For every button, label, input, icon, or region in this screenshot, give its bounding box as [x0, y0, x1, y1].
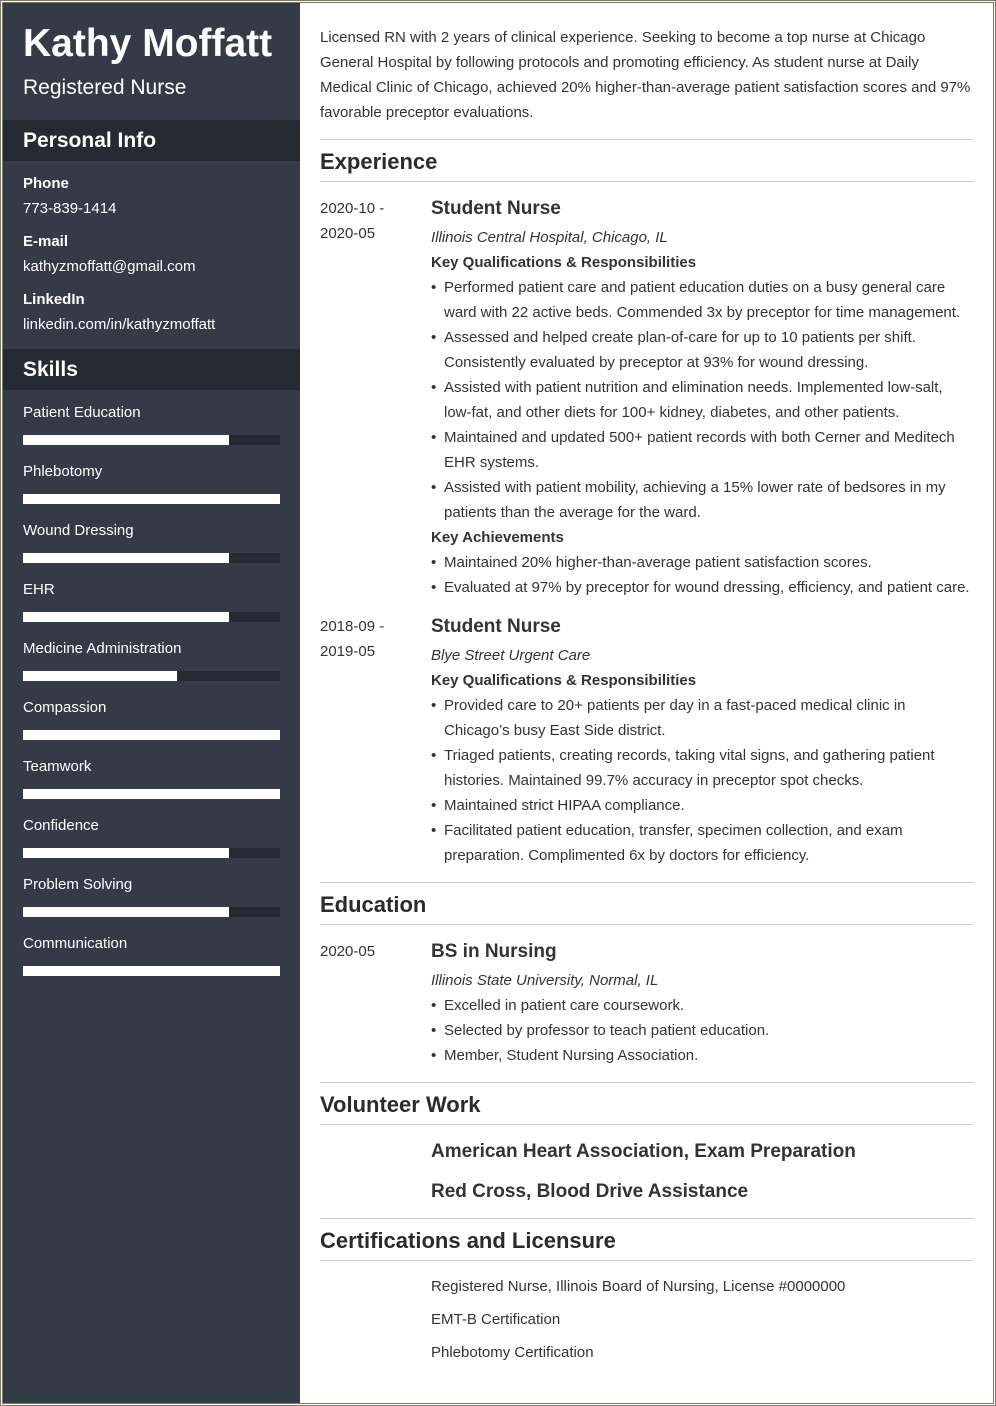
education-date: 2020-05	[320, 943, 376, 960]
info-value: linkedin.com/in/kathyzmoffatt	[23, 316, 216, 333]
experience-section	[320, 139, 973, 868]
skill-label: Wound Dressing	[23, 522, 134, 539]
bullet-list	[431, 693, 973, 868]
certifications-heading: Certifications and Licensure	[320, 1227, 973, 1261]
subheading: Key Qualifications & Responsibilities	[431, 254, 697, 271]
skill-item	[23, 463, 280, 522]
skill-item	[23, 817, 280, 876]
volunteer-section	[320, 1082, 973, 1204]
skill-bar-fill	[23, 435, 229, 445]
skill-bar-fill	[23, 907, 229, 917]
certification-item: Phlebotomy Certification	[431, 1344, 594, 1361]
skill-bar	[23, 966, 280, 976]
skills-heading: Skills	[3, 349, 300, 390]
experience-entry	[320, 614, 973, 868]
education-section	[320, 882, 973, 1068]
info-label: Phone	[23, 175, 69, 192]
skill-bar-fill	[23, 671, 177, 681]
certification-item: EMT-B Certification	[431, 1311, 561, 1328]
sidebar	[3, 3, 300, 1403]
bullet: • Provided care to 20+ patients per day in a fast-paced medical clinic in Chicago’s busy East Side district.	[431, 693, 973, 743]
skill-bar	[23, 612, 280, 622]
skill-item	[23, 758, 280, 817]
skill-label: Medicine Administration	[23, 640, 182, 657]
skill-bar	[23, 848, 280, 858]
skill-label: Communication	[23, 935, 128, 952]
bullet: • Selected by professor to teach patient education.	[431, 1018, 973, 1043]
skill-bar	[23, 671, 280, 681]
skill-bar	[23, 907, 280, 917]
skill-bar-fill	[23, 789, 280, 799]
skill-bar	[23, 789, 280, 799]
bullet: • Triaged patients, creating records, taking vital signs, and gathering patient histories. Maintained 99.7% accuracy in preceptor spot checks.	[431, 743, 973, 793]
skill-label: Problem Solving	[23, 876, 133, 893]
skill-item	[23, 935, 280, 994]
entry-date	[320, 614, 431, 868]
skill-bar	[23, 435, 280, 445]
subheading: Key Achievements	[431, 529, 564, 546]
skill-item	[23, 640, 280, 699]
skill-label: EHR	[23, 581, 55, 598]
bullet: • Maintained 20% higher-than-average patient satisfaction scores.	[431, 550, 973, 575]
skill-label: Patient Education	[23, 404, 141, 421]
main-content	[320, 25, 973, 1363]
certification-item: Registered Nurse, Illinois Board of Nursing, License #0000000	[431, 1278, 846, 1295]
volunteer-item: Red Cross, Blood Drive Assistance	[431, 1181, 749, 1202]
skill-item	[23, 404, 280, 463]
subheading: Key Qualifications & Responsibilities	[431, 672, 697, 689]
entry-body	[431, 196, 973, 600]
info-value: kathyzmoffatt@gmail.com	[23, 258, 196, 275]
skill-item	[23, 699, 280, 758]
entry-date	[320, 196, 431, 600]
bullet: • Assessed and helped create plan-of-care for up to 10 patients per shift. Consistently evaluated by preceptor at 93% for wound dressing.	[431, 325, 973, 375]
date-end: 2019-05	[320, 643, 376, 660]
info-label: LinkedIn	[23, 291, 85, 308]
volunteer-heading: Volunteer Work	[320, 1091, 973, 1125]
skill-bar-fill	[23, 730, 280, 740]
skill-item	[23, 522, 280, 581]
education-entry	[320, 939, 973, 1068]
job-title: Student Nurse	[431, 616, 561, 637]
info-label: E-mail	[23, 233, 69, 250]
summary: Licensed RN with 2 years of clinical experience. Seeking to become a top nurse at Chicago General Hospital by following protocols and promoting efficiency. As student nurse at Daily Medical Clinic of Chicago, achieved 20% higher-than-average patient satisfaction scores and 97% favorable preceptor evaluations.	[320, 29, 971, 121]
experience-heading: Experience	[320, 148, 973, 182]
skills-list	[3, 390, 300, 994]
skill-bar-fill	[23, 494, 280, 504]
degree: BS in Nursing	[431, 941, 557, 962]
bullet: • Assisted with patient mobility, achieving a 15% lower rate of bedsores in my patients than the average for the ward.	[431, 475, 973, 525]
bullet-list	[431, 550, 973, 600]
skill-bar-fill	[23, 612, 229, 622]
skill-bar-fill	[23, 966, 280, 976]
bullet: • Maintained strict HIPAA compliance.	[431, 793, 973, 818]
skill-label: Teamwork	[23, 758, 92, 775]
skill-label: Compassion	[23, 699, 107, 716]
skill-label: Confidence	[23, 817, 99, 834]
skill-bar-fill	[23, 553, 229, 563]
bullet: • Maintained and updated 500+ patient records with both Cerner and Meditech EHR systems.	[431, 425, 973, 475]
bullet: • Performed patient care and patient education duties on a busy general care ward with 22 active beds. Commended 3x by preceptor for time management.	[431, 275, 973, 325]
date-start: 2018-09 -	[320, 618, 385, 635]
company: Illinois Central Hospital, Chicago, IL	[431, 229, 668, 246]
date-start: 2020-10 -	[320, 200, 385, 217]
skill-label: Phlebotomy	[23, 463, 103, 480]
company: Blye Street Urgent Care	[431, 647, 591, 664]
skill-bar-fill	[23, 848, 229, 858]
personal-info	[3, 161, 300, 334]
bullet: • Excelled in patient care coursework.	[431, 993, 973, 1018]
skill-item	[23, 876, 280, 935]
education-heading: Education	[320, 891, 973, 925]
certifications-section	[320, 1218, 973, 1363]
skill-bar	[23, 553, 280, 563]
experience-entry	[320, 196, 973, 600]
personal-info-heading: Personal Info	[3, 120, 300, 161]
candidate-title: Registered Nurse	[23, 76, 187, 99]
bullet: • Facilitated patient education, transfer, specimen collection, and exam preparation. Complimented 6x by doctors for efficiency.	[431, 818, 973, 868]
entry-body	[431, 614, 973, 868]
date-end: 2020-05	[320, 225, 376, 242]
job-title: Student Nurse	[431, 198, 561, 219]
bullet: • Member, Student Nursing Association.	[431, 1043, 973, 1068]
bullet: • Evaluated at 97% by preceptor for wound dressing, efficiency, and patient care.	[431, 575, 973, 600]
skill-item	[23, 581, 280, 640]
bullet-list	[431, 275, 973, 525]
candidate-name: Kathy Moffatt	[23, 22, 273, 65]
skill-bar	[23, 730, 280, 740]
bullet: • Assisted with patient nutrition and elimination needs. Implemented low-salt, low-fat, and other diets for 100+ kidney, diabetes, and other patients.	[431, 375, 973, 425]
school: Illinois State University, Normal, IL	[431, 972, 659, 989]
skill-bar	[23, 494, 280, 504]
info-value: 773-839-1414	[23, 200, 117, 217]
volunteer-item: American Heart Association, Exam Preparation	[431, 1141, 856, 1162]
